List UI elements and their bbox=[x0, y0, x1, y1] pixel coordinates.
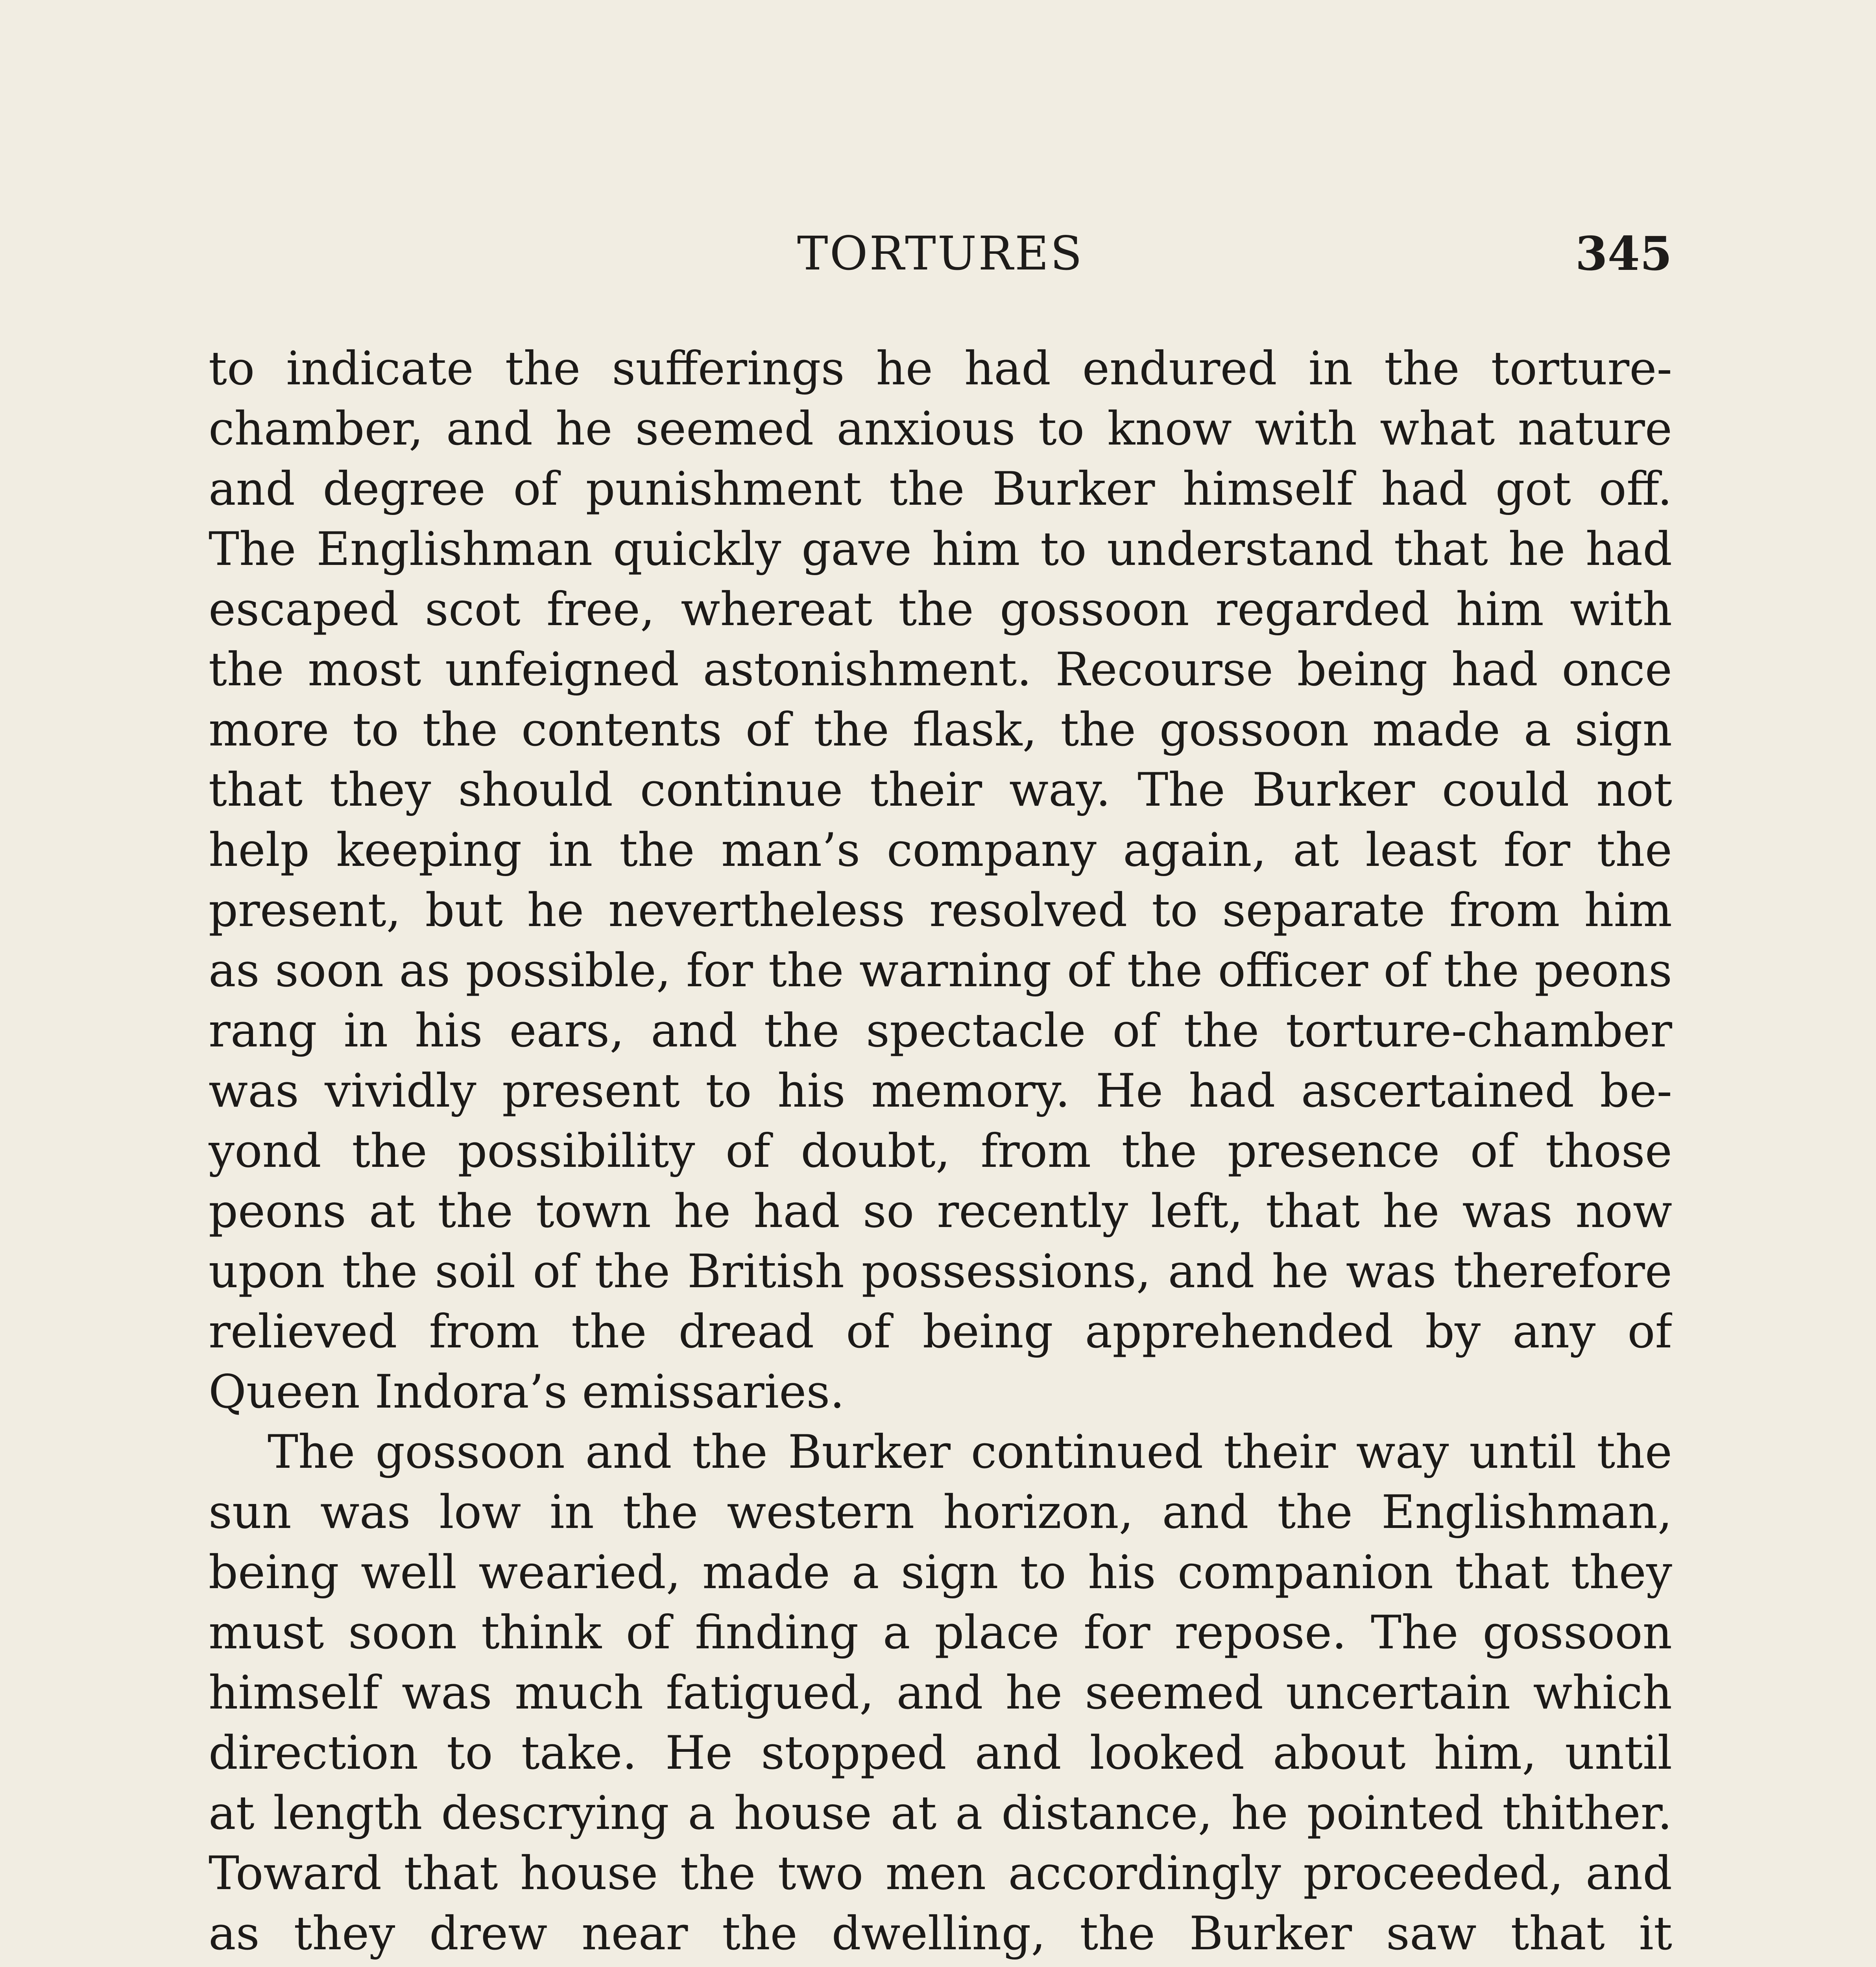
text-line: escaped scot free, whereat the gossoon regarded him with bbox=[209, 582, 1672, 636]
text-line: chamber, and he seemed anxious to know with what nature bbox=[209, 402, 1672, 456]
text-line: must soon think of finding a place for repose. The gossoon bbox=[209, 1605, 1672, 1659]
text-line: that they should continue their way. The Burker could not bbox=[209, 763, 1672, 817]
text-line: himself was much fatigued, and he seemed uncertain which bbox=[209, 1666, 1672, 1720]
text-line: as soon as possible, for the warning of the officer of the peons bbox=[209, 943, 1672, 997]
text-line: as they drew near the dwelling, the Burker saw that it bbox=[209, 1906, 1672, 1960]
text-line: help keeping in the man’s company again, at least for the bbox=[209, 823, 1672, 877]
text-line: rang in his ears, and the spectacle of the torture-chamber bbox=[209, 1004, 1672, 1057]
text-line: being well wearied, made a sign to his companion that they bbox=[209, 1545, 1672, 1599]
text-line: upon the soil of the British possessions, and he was therefore bbox=[209, 1244, 1672, 1298]
running-title: TORTURES bbox=[797, 226, 1084, 280]
text-line: yond the possibility of doubt, from the presence of those bbox=[209, 1124, 1672, 1178]
text-line: The gossoon and the Burker continued their way until the bbox=[268, 1425, 1672, 1479]
text-line: direction to take. He stopped and looked about him, until bbox=[209, 1726, 1672, 1780]
text-line: more to the contents of the flask, the gossoon made a sign bbox=[209, 703, 1672, 757]
text-line: Toward that house the two men accordingly proceeded, and bbox=[209, 1846, 1672, 1900]
text-line: peons at the town he had so recently left, that he was now bbox=[209, 1184, 1672, 1238]
text-line: the most unfeigned astonishment. Recourse being had once bbox=[209, 642, 1672, 696]
paragraph bbox=[209, 1422, 1672, 1967]
text-line: Queen Indora’s emissaries. bbox=[209, 1365, 845, 1419]
paragraph bbox=[209, 338, 1672, 1422]
text-line: The Englishman quickly gave him to understand that he had bbox=[209, 522, 1672, 576]
text-line bbox=[209, 1963, 1672, 1967]
page-number: 345 bbox=[1575, 226, 1672, 281]
text-line: to indicate the sufferings he had endured in the torture- bbox=[209, 341, 1672, 395]
text-line: and degree of punishment the Burker himself had got off. bbox=[209, 462, 1672, 516]
text-line: sun was low in the western horizon, and the Englishman, bbox=[209, 1485, 1672, 1539]
text-line: at length descrying a house at a distance, he pointed thither. bbox=[209, 1786, 1672, 1840]
body-text bbox=[209, 338, 1672, 1967]
text-line: relieved from the dread of being apprehended by any of bbox=[209, 1305, 1672, 1358]
running-head bbox=[209, 226, 1672, 285]
text-line: was vividly present to his memory. He had ascertained be- bbox=[209, 1064, 1672, 1118]
text-line: present, but he nevertheless resolved to separate from him bbox=[209, 883, 1672, 937]
